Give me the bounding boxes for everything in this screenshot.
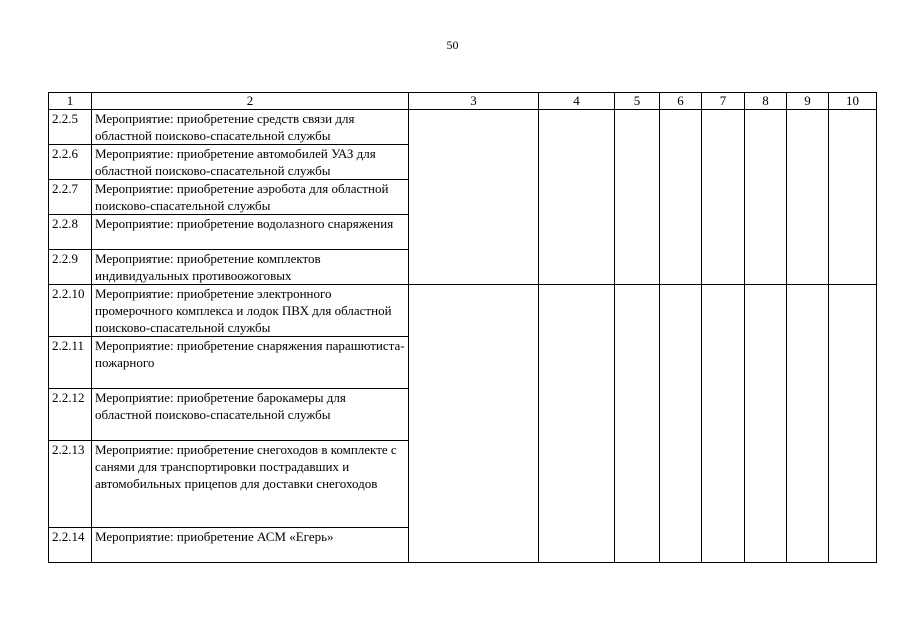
column-header: 8 bbox=[745, 93, 787, 110]
empty-cell bbox=[539, 110, 615, 285]
row-number: 2.2.10 bbox=[49, 285, 92, 337]
column-header: 6 bbox=[660, 93, 702, 110]
page-number: 50 bbox=[446, 38, 459, 52]
empty-cell bbox=[702, 285, 745, 563]
row-number: 2.2.8 bbox=[49, 215, 92, 250]
row-description: Мероприятие: приобретение АСМ «Егерь» bbox=[92, 528, 409, 563]
empty-cell bbox=[745, 110, 787, 285]
row-description: Мероприятие: приобретение снаряжения парашютиста-пожарного bbox=[92, 337, 409, 389]
empty-cell bbox=[787, 285, 829, 563]
column-header: 4 bbox=[539, 93, 615, 110]
column-header: 5 bbox=[615, 93, 660, 110]
row-number: 2.2.9 bbox=[49, 250, 92, 285]
empty-cell bbox=[660, 110, 702, 285]
empty-cell bbox=[409, 285, 539, 563]
row-number: 2.2.12 bbox=[49, 389, 92, 441]
empty-cell bbox=[409, 110, 539, 285]
empty-cell bbox=[787, 110, 829, 285]
table-row bbox=[49, 110, 877, 145]
column-header: 10 bbox=[829, 93, 877, 110]
empty-cell bbox=[829, 285, 877, 563]
empty-cell bbox=[660, 285, 702, 563]
column-header: 3 bbox=[409, 93, 539, 110]
row-number: 2.2.11 bbox=[49, 337, 92, 389]
row-number: 2.2.14 bbox=[49, 528, 92, 563]
empty-cell bbox=[829, 110, 877, 285]
empty-cell bbox=[615, 285, 660, 563]
row-description: Мероприятие: приобретение снегоходов в комплекте с санями для транспортировки пострадавших и автомобильных прицепов для доставки снегоходов bbox=[92, 441, 409, 528]
table-row bbox=[49, 285, 877, 337]
row-number: 2.2.13 bbox=[49, 441, 92, 528]
column-header: 1 bbox=[49, 93, 92, 110]
data-table bbox=[48, 92, 877, 563]
row-description: Мероприятие: приобретение комплектов индивидуальных противоожоговых bbox=[92, 250, 409, 285]
column-header: 2 bbox=[92, 93, 409, 110]
row-description: Мероприятие: приобретение водолазного снаряжения bbox=[92, 215, 409, 250]
row-description: Мероприятие: приобретение автомобилей УАЗ для областной поисково-спасательной службы bbox=[92, 145, 409, 180]
column-header: 9 bbox=[787, 93, 829, 110]
row-description: Мероприятие: приобретение электронного промерочного комплекса и лодок ПВХ для областной поисково-спасательной службы bbox=[92, 285, 409, 337]
row-number: 2.2.7 bbox=[49, 180, 92, 215]
empty-cell bbox=[702, 110, 745, 285]
row-number: 2.2.6 bbox=[49, 145, 92, 180]
empty-cell bbox=[615, 110, 660, 285]
header-row bbox=[49, 93, 877, 110]
row-description: Мероприятие: приобретение аэробота для областной поисково-спасательной службы bbox=[92, 180, 409, 215]
empty-cell bbox=[745, 285, 787, 563]
row-number: 2.2.5 bbox=[49, 110, 92, 145]
empty-cell bbox=[539, 285, 615, 563]
row-description: Мероприятие: приобретение барокамеры для областной поисково-спасательной службы bbox=[92, 389, 409, 441]
column-header: 7 bbox=[702, 93, 745, 110]
row-description: Мероприятие: приобретение средств связи для областной поисково-спасательной службы bbox=[92, 110, 409, 145]
